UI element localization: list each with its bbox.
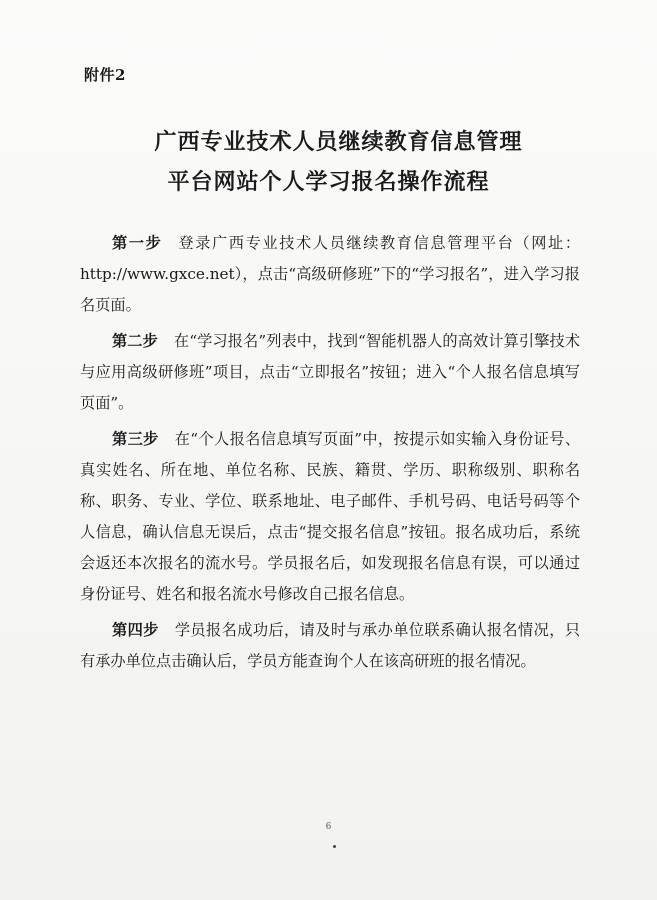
title-line-2: 平台网站个人学习报名操作流程 xyxy=(167,169,490,195)
step-paragraph-4 xyxy=(80,615,580,677)
document-body xyxy=(80,228,580,682)
step-label: 第四步 xyxy=(112,621,159,639)
step-text: 在“个人报名信息填写页面”中，按提示如实输入身份证号、真实姓名、所在地、单位名称、民族、籍贯、学历、职称级别、职称名称、职务、专业、学位、联系地址、电子邮件、手机号码、电话号码等个人信息，确认信息无误后，点击“提交报名信息”按钮。报名成功后，系统会返还本次报名的流水号。学员报名后，如发现报名信息有误，可以通过身份证号、姓名和报名流水号修改自己报名信息。 xyxy=(80,430,581,603)
page-number: 6 xyxy=(325,822,332,832)
step-text: 登录广西专业技术人员继续教育信息管理平台（网址：http://www.gxce.net），点击“高级研修班”下的“学习报名”，进入学习报名页面。 xyxy=(80,234,581,314)
step-paragraph-1 xyxy=(80,228,580,321)
step-label: 第一步 xyxy=(112,234,163,252)
step-text: 学员报名成功后，请及时与承办单位联系确认报名情况，只有承办单位点击确认后，学员方能查询个人在该高研班的报名情况。 xyxy=(80,621,581,670)
step-label: 第二步 xyxy=(112,332,158,350)
scan-speck xyxy=(333,845,336,848)
title-line-1: 广西专业技术人员继续教育信息管理 xyxy=(154,129,523,155)
step-paragraph-3 xyxy=(80,424,580,610)
attachment-label: 附件2 xyxy=(84,66,126,84)
step-text: 在“学习报名”列表中，找到“智能机器人的高效计算引擎技术与应用高级研修班”项目，点击“立即报名”按钮；进入“个人报名信息填写页面”。 xyxy=(80,332,581,412)
step-label: 第三步 xyxy=(112,430,159,448)
step-paragraph-2 xyxy=(80,326,580,419)
document-title xyxy=(0,122,657,202)
